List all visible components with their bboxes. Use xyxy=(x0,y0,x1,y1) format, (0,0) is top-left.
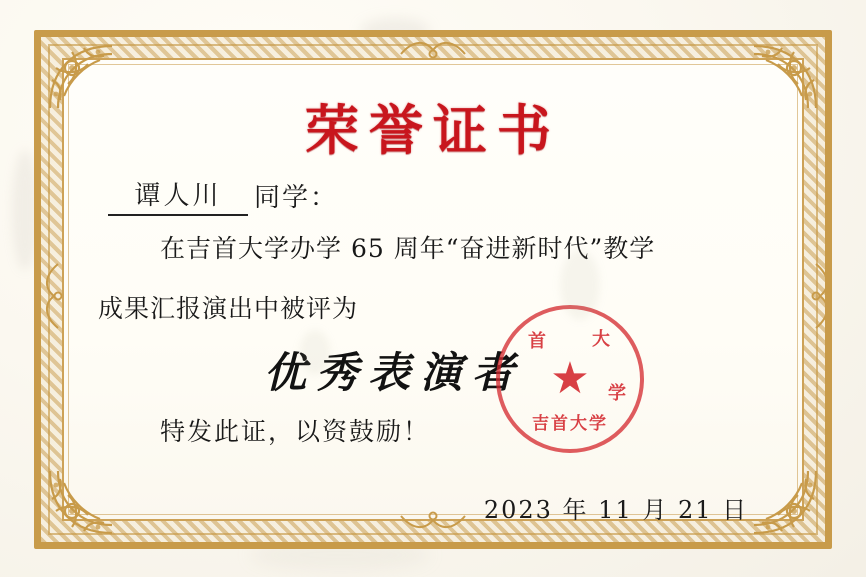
recipient-name: 谭人川 xyxy=(108,175,248,216)
seal-char-right: 学 xyxy=(608,383,626,404)
certificate-content xyxy=(64,60,802,524)
edge-flourish-icon xyxy=(810,262,836,334)
body-text-line-1: 在吉首大学办学 65 周年“奋进新时代”教学 xyxy=(160,234,656,263)
recipient-suffix: 同学： xyxy=(254,183,339,213)
certificate-title: 荣誉证书 xyxy=(305,98,561,162)
issue-date: 2023 年 11 月 21 日 xyxy=(483,496,749,524)
award-title: 优秀表演者 xyxy=(263,348,524,397)
official-red-seal xyxy=(496,305,644,453)
recipient-line xyxy=(108,175,338,216)
body-text-line-2: 成果汇报演出中被评为 xyxy=(98,294,359,323)
seal-star-icon: ★ xyxy=(550,353,590,404)
seal-issuer: 吉首大学 xyxy=(532,414,608,434)
edge-flourish-icon xyxy=(38,262,64,334)
closing-text: 特发此证，以资鼓励！ xyxy=(160,417,431,446)
seal-char-top-left: 首 xyxy=(528,331,546,352)
seal-char-top-right: 大 xyxy=(592,329,610,350)
